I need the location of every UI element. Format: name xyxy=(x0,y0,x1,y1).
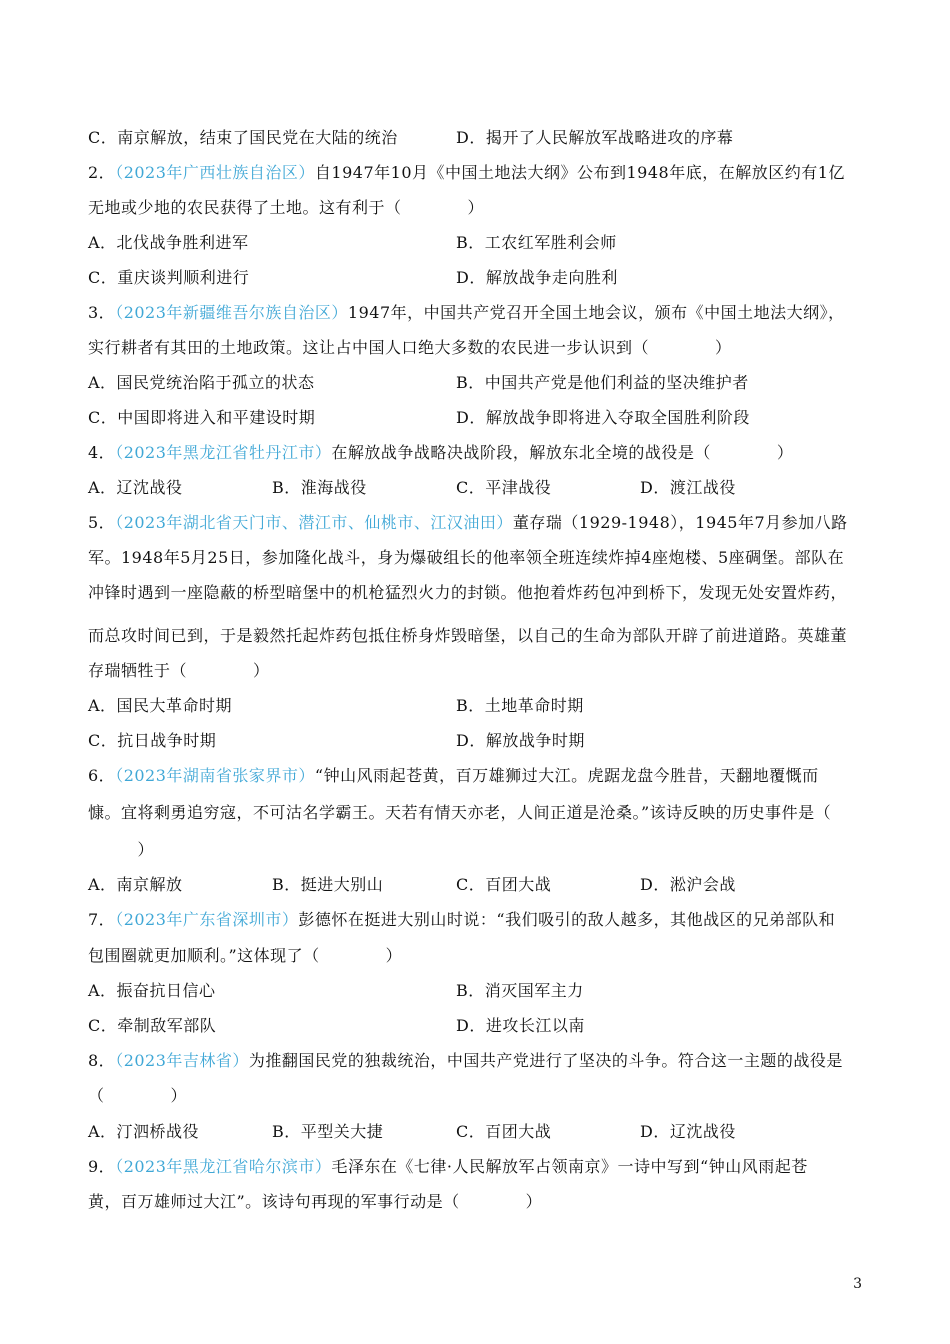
question-source: （2023年广东省深圳市） xyxy=(115,910,299,929)
question-3-stem xyxy=(88,303,862,323)
option-c: C．中国即将进入和平建设时期 xyxy=(88,408,316,427)
option-b: B．淮海战役 xyxy=(272,478,367,497)
question-source: （2023年湖南省张家界市） xyxy=(115,766,315,785)
stem-text: 为推翻国民党的独裁统治，中国共产党进行了坚决的斗争。符合这一主题的战役是 xyxy=(248,1051,843,1070)
question-2-stem-cont xyxy=(88,198,862,218)
question-7-stem xyxy=(88,910,862,930)
stem-text: 慷。宜将剩勇追穷寇，不可沽名学霸王。天若有情天亦老，人间正道是沧桑。”该诗反映的历史事件是（ xyxy=(88,803,832,822)
option-d: D．渡江战役 xyxy=(640,478,736,497)
stem-text: 冲锋时遇到一座隐蔽的桥型暗堡中的机枪猛烈火力的封锁。他抱着炸药包冲到桥下，发现无处安置炸药， xyxy=(88,583,848,602)
question-source: （2023年黑龙江省哈尔滨市） xyxy=(115,1157,332,1176)
option-d: D．解放战争时期 xyxy=(456,731,585,750)
stem-text: 而总攻时间已到，于是毅然托起炸药包抵住桥身炸毁暗堡，以自己的生命为部队开辟了前进道路。英雄董 xyxy=(88,626,848,645)
option-a: A．南京解放 xyxy=(88,875,183,894)
stem-text: （ ） xyxy=(88,1086,188,1105)
question-8-stem-cont xyxy=(88,1086,862,1106)
page-number: 3 xyxy=(853,1276,862,1292)
stem-text: 包围圈就更加顺利。”这体现了（ ） xyxy=(88,946,403,965)
option-c: C．牵制敌军部队 xyxy=(88,1016,217,1035)
option-d: D．揭开了人民解放军战略进攻的序幕 xyxy=(456,128,734,147)
option-a: A．辽沈战役 xyxy=(88,478,183,497)
question-source: （2023年黑龙江省牡丹江市） xyxy=(115,443,332,462)
question-5-stem-cont xyxy=(88,548,862,568)
stem-text: 在解放战争战略决战阶段，解放东北全境的战役是（ ） xyxy=(331,443,794,462)
option-d: D．辽沈战役 xyxy=(640,1122,736,1141)
option-b: B．消灭国军主力 xyxy=(456,981,584,1000)
question-6-stem xyxy=(88,766,862,786)
question-9-stem-cont xyxy=(88,1192,862,1212)
question-number: 9． xyxy=(88,1157,116,1176)
stem-text: “钟山风雨起苍黄，百万雄狮过大江。虎踞龙盘今胜昔，天翻地覆慨而 xyxy=(314,766,819,785)
option-c: C．百团大战 xyxy=(456,875,552,894)
question-2-stem xyxy=(88,163,862,183)
stem-text: 自1947年10月《中国土地法大纲》公布到1948年底，在解放区约有1亿 xyxy=(314,163,845,182)
question-source: （2023年广西壮族自治区） xyxy=(115,163,315,182)
question-number: 5． xyxy=(88,513,116,532)
option-a: A．北伐战争胜利进军 xyxy=(88,233,249,252)
option-a: A．汀泗桥战役 xyxy=(88,1122,200,1141)
option-b: B．中国共产党是他们利益的坚决维护者 xyxy=(456,373,749,392)
option-c: C．平津战役 xyxy=(456,478,552,497)
question-3-stem-cont xyxy=(88,338,862,358)
option-b: B．工农红军胜利会师 xyxy=(456,233,617,252)
stem-text: 军。1948年5月25日，参加隆化战斗，身为爆破组长的他率领全班连续炸掉4座炮楼、5座碉堡。部队在 xyxy=(88,548,845,567)
stem-text: 毛泽东在《七律·人民解放军占领南京》一诗中写到“钟山风雨起苍 xyxy=(331,1157,808,1176)
question-5-stem-cont xyxy=(88,583,862,603)
option-d: D．解放战争走向胜利 xyxy=(456,268,618,287)
question-number: 6． xyxy=(88,766,116,785)
question-number: 2． xyxy=(88,163,116,182)
option-c: C．南京解放，结束了国民党在大陆的统治 xyxy=(88,128,398,147)
option-d: D．淞沪会战 xyxy=(640,875,736,894)
question-number: 7． xyxy=(88,910,116,929)
option-c: C．百团大战 xyxy=(456,1122,552,1141)
stem-text: 无地或少地的农民获得了土地。这有利于（ ） xyxy=(88,198,485,217)
option-d: D．解放战争即将进入夺取全国胜利阶段 xyxy=(456,408,750,427)
stem-text: 实行耕者有其田的土地政策。这让占中国人口绝大多数的农民进一步认识到（ ） xyxy=(88,338,732,357)
question-9-stem xyxy=(88,1157,862,1177)
stem-text: 黄，百万雄师过大江”。该诗句再现的军事行动是（ ） xyxy=(88,1192,543,1211)
question-5-stem xyxy=(88,513,862,533)
question-8-stem xyxy=(88,1051,862,1071)
question-4-stem xyxy=(88,443,862,463)
option-b: B．平型关大捷 xyxy=(272,1122,384,1141)
question-5-stem-cont xyxy=(88,626,862,646)
option-a: A．国民党统治陷于孤立的状态 xyxy=(88,373,315,392)
stem-text: 1947年，中国共产党召开全国土地会议，颁布《中国土地法大纲》， xyxy=(347,303,845,322)
question-number: 4． xyxy=(88,443,116,462)
question-number: 3． xyxy=(88,303,116,322)
stem-text: ） xyxy=(88,840,155,859)
question-7-stem-cont xyxy=(88,946,862,966)
question-source: （2023年新疆维吾尔族自治区） xyxy=(115,303,348,322)
option-c: C．重庆谈判顺利进行 xyxy=(88,268,250,287)
option-a: A．国民大革命时期 xyxy=(88,696,233,715)
stem-text: 存瑞牺牲于（ ） xyxy=(88,661,270,680)
option-a: A．振奋抗日信心 xyxy=(88,981,216,1000)
stem-text: 董存瑞（1929-1948），1945年7月参加八路 xyxy=(512,513,848,532)
question-6-stem-cont xyxy=(88,803,862,823)
question-5-stem-cont xyxy=(88,661,862,681)
question-number: 8． xyxy=(88,1051,116,1070)
question-source: （2023年湖北省天门市、潜江市、仙桃市、江汉油田） xyxy=(115,513,513,532)
stem-text: 彭德怀在挺进大别山时说：“我们吸引的敌人越多，其他战区的兄弟部队和 xyxy=(298,910,836,929)
option-b: B．土地革命时期 xyxy=(456,696,584,715)
option-c: C．抗日战争时期 xyxy=(88,731,217,750)
question-source: （2023年吉林省） xyxy=(115,1051,249,1070)
question-6-stem-cont xyxy=(88,840,862,860)
option-d: D．进攻长江以南 xyxy=(456,1016,585,1035)
option-b: B．挺进大别山 xyxy=(272,875,384,894)
